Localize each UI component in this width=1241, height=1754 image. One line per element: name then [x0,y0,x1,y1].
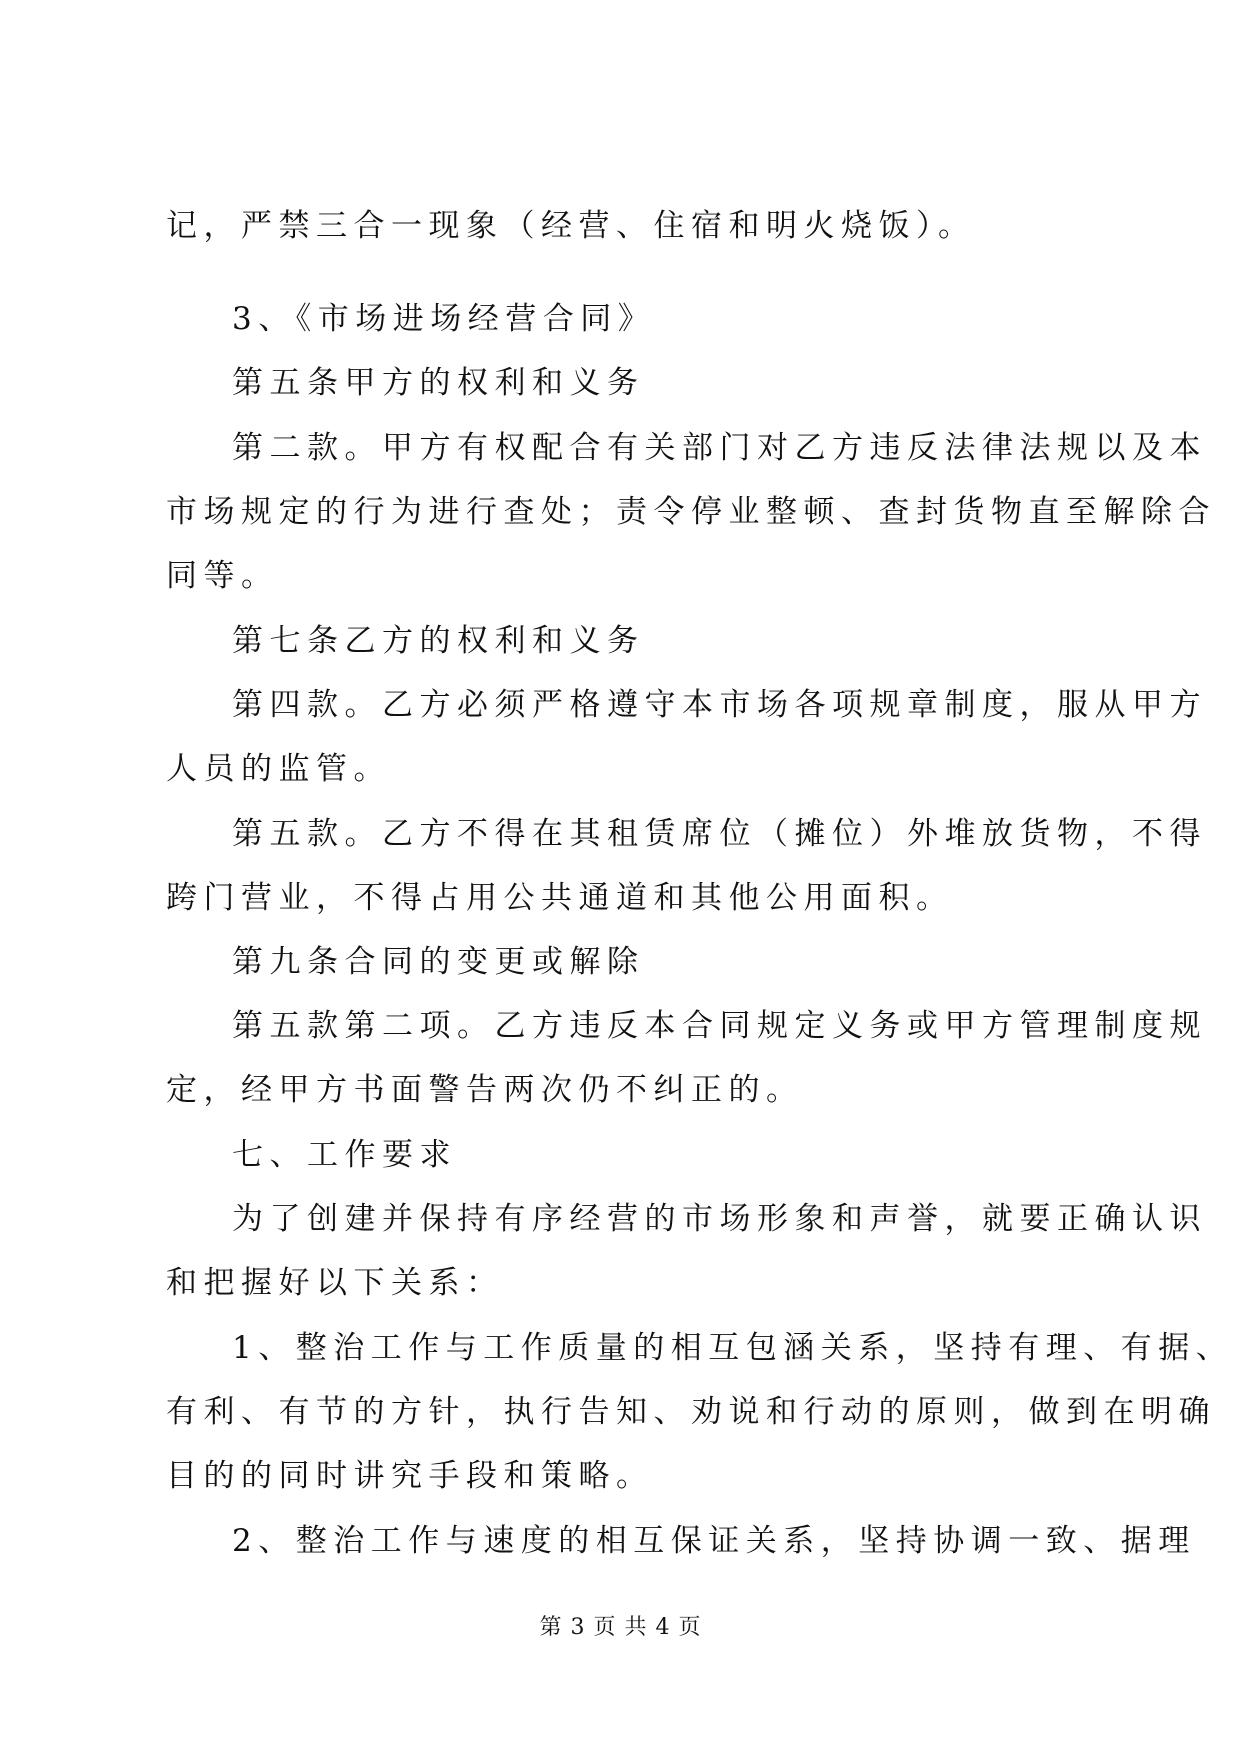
text-line: 第五款。乙方不得在其租赁席位（摊位）外堆放货物，不得 [232,816,1207,852]
text-line: 第四款。乙方必须严格遵守本市场各项规章制度，服从甲方 [232,687,1207,723]
text-line: 2、整治工作与速度的相互保证关系，坚持协调一致、据理 [232,1523,1196,1559]
text-line: 人员的监管。 [166,751,391,787]
text-line: 定，经甲方书面警告两次仍不纠正的。 [166,1072,804,1108]
text-line: 和把握好以下关系： [166,1265,504,1301]
text-line: 为了创建并保持有序经营的市场形象和声誉，就要正确认识 [232,1201,1207,1237]
text-line: 目的的同时讲究手段和策略。 [166,1458,654,1494]
text-line: 同等。 [166,558,279,594]
section-heading: 第九条合同的变更或解除 [232,944,645,980]
section-heading: 第五条甲方的权利和义务 [232,365,645,401]
text-line: 有利、有节的方针，执行告知、劝说和行动的原则，做到在明确 [166,1394,1216,1430]
text-line: 第二款。甲方有权配合有关部门对乙方违反法律法规以及本 [232,430,1207,466]
text-line: 市场规定的行为进行查处；责令停业整顿、查封货物直至解除合 [166,494,1216,530]
text-line: 3、《市场进场经营合同》 [232,301,656,337]
text-line: 记，严禁三合一现象（经营、住宿和明火烧饭）。 [166,208,976,244]
page-number-footer: 第 3 页 共 4 页 [539,1615,702,1640]
section-heading: 七、工作要求 [232,1137,457,1173]
section-heading: 第七条乙方的权利和义务 [232,623,645,659]
text-line: 第五款第二项。乙方违反本合同规定义务或甲方管理制度规 [232,1008,1207,1044]
text-line: 1、整治工作与工作质量的相互包涵关系，坚持有理、有据、 [232,1330,1234,1366]
text-line: 跨门营业，不得占用公共通道和其他公用面积。 [166,880,954,916]
